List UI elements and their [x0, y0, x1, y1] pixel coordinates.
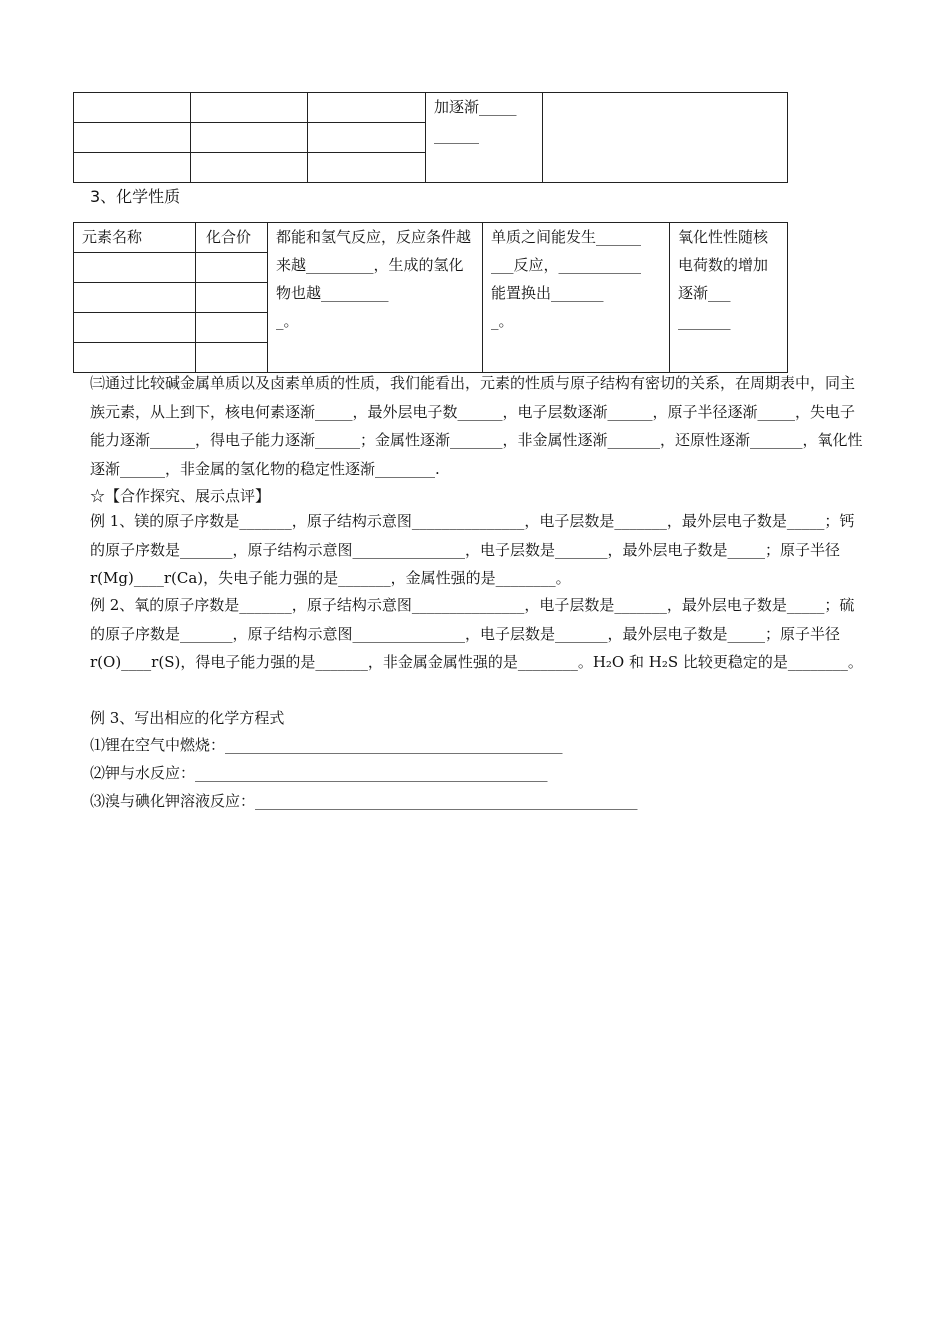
table-cell [308, 123, 426, 153]
table-cell [196, 343, 268, 373]
summary-paragraph: ㈢通过比较碱金属单质以及卤素单质的性质，我们能看出，元素的性质与原子结构有密切的关系，在周期表中，同主族元素，从上到下，核电何素逐渐_____，最外层电子数______，电子层数逐渐______，原子半径逐渐_____，失电子能力逐渐______，得电子能力逐渐______；金属性逐渐_______，非金属性逐渐_______，还原性逐渐_______，氧化性逐渐______，非金属的氢化物的稳定性逐渐________. [90, 374, 863, 478]
cell-displacement-reaction: 单质之间能发生______ ___反应，___________ 能置换出_______ _。 [491, 228, 642, 330]
equation-item: ⑴锂在空气中燃烧：_____________________________________________ [90, 736, 563, 754]
header-valence: 化合价 [206, 228, 252, 246]
table-cell [74, 343, 196, 373]
table-cell [268, 223, 483, 373]
section-heading: 3、化学性质 [90, 187, 181, 206]
table-cell [74, 93, 191, 123]
table-cell [483, 223, 670, 373]
table-header-cell [196, 223, 268, 253]
table-cell [74, 153, 191, 183]
cooperation-title: ☆【合作探究、展示点评】 [90, 487, 271, 505]
example-2: 例 2、氧的原子序数是_______，原子结构示意图_______________，电子层数是_______，最外层电子数是_____；硫的原子序数是_______，原子结构示意图_______________，电子层数是_______，最外层电子数是_____；原子半径 r(O)____r(S)，得电子能力强的是_______，非金属金属性强的是________。H₂O 和 H₂S 比较更稳定的是________。 [90, 596, 863, 671]
table-cell [74, 253, 196, 283]
chemical-properties-table [73, 222, 788, 373]
table-cell [74, 313, 196, 343]
equation-item: ⑶溴与碘化钾溶液反应：___________________________________________________ [90, 792, 638, 810]
property-table-continued [73, 92, 788, 183]
table-cell [191, 153, 308, 183]
table-cell [74, 123, 191, 153]
cell-text-trend: 加逐渐_____ ______ [434, 98, 517, 144]
table-cell [543, 93, 788, 183]
example-3-title: 例 3、写出相应的化学方程式 [90, 709, 285, 727]
cell-oxidation-trend: 氧化性性随核电荷数的增加逐渐___ _______ [678, 228, 769, 330]
equation-item: ⑵钾与水反应：_______________________________________________ [90, 764, 548, 782]
header-element-name: 元素名称 [82, 228, 143, 246]
cell-hydrogen-reaction: 都能和氢气反应，反应条件越来越_________，生成的氢化物也越_________ _。 [276, 228, 472, 330]
example-1: 例 1、镁的原子序数是_______，原子结构示意图_______________，电子层数是_______，最外层电子数是_____；钙的原子序数是_______，原子结构示意图_______________，电子层数是_______，最外层电子数是_____；原子半径 r(Mg)____r(Ca)，失电子能力强的是_______，金属性强的是________。 [90, 512, 855, 587]
table-cell [196, 253, 268, 283]
table-cell [74, 283, 196, 313]
table-cell [670, 223, 788, 373]
table-cell [196, 283, 268, 313]
table-cell [191, 93, 308, 123]
table-cell [426, 93, 543, 183]
table-header-cell [74, 223, 196, 253]
table-cell [196, 313, 268, 343]
table-cell [308, 153, 426, 183]
table-cell [191, 123, 308, 153]
table-cell [308, 93, 426, 123]
